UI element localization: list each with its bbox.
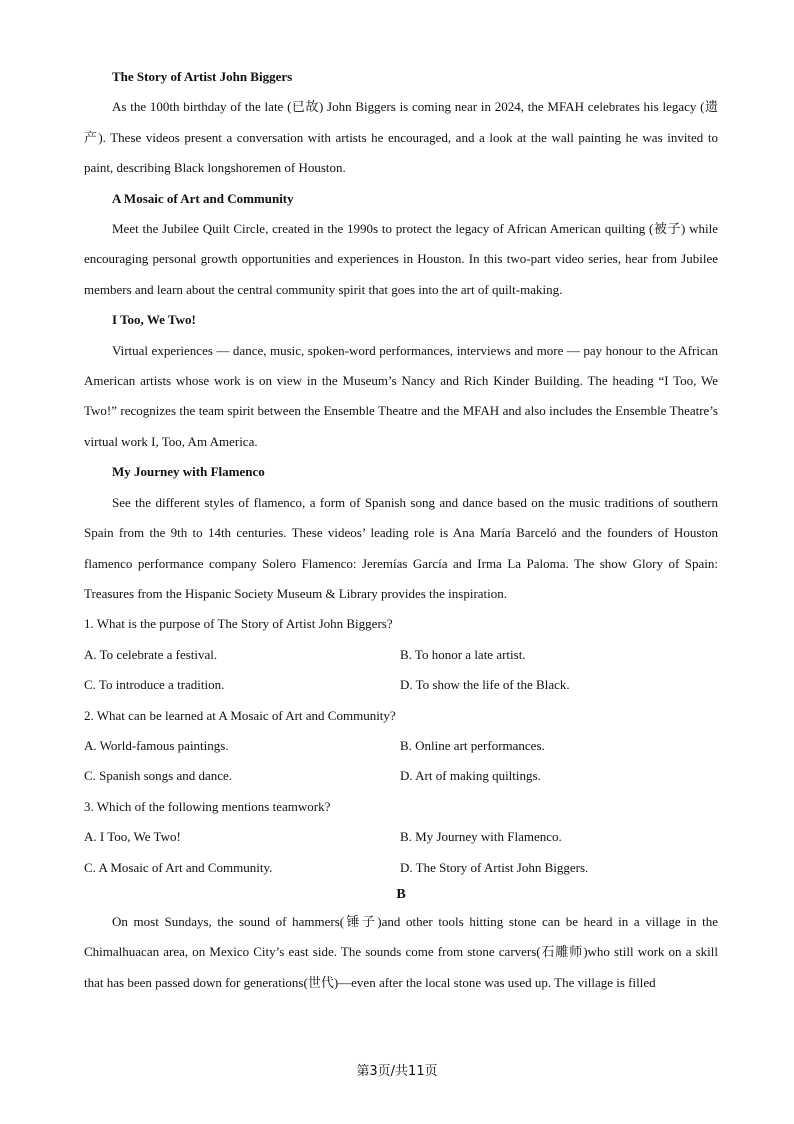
passage-b-body: On most Sundays, the sound of hammers(锤子)and other tools hitting stone can be heard in a village in the Chimalhuacan area, on Mexico City’s east side. The sounds come from stone carvers(石雕师)who still work on a skill that has been passed down for generations(世代)—even after the local stone was used up. The village is filled <box>84 913 718 990</box>
option-grid <box>84 640 718 701</box>
section-body-i-too: Virtual experiences — dance, music, spoken-word performances, interviews and more — pay honour to the African American artists whose work is on view in the Museum’s Nancy and Rich Kinder Building. The heading “I Too, We Two!” recognizes the team spirit between the Ensemble Theatre and the MFAH and also includes the Ensemble Theatre’s virtual work I, Too, Am America. <box>84 342 718 449</box>
section-body-mosaic: Meet the Jubilee Quilt Circle, created in the 1990s to protect the legacy of African American quilting (被子) while encouraging personal growth opportunities and experiences in Houston. In this two-part video series, hear from Jubilee members and learn about the central community spirit that goes into the art of quilt-making. <box>84 221 718 297</box>
option-grid <box>84 822 718 883</box>
option-d: D. To show the life of the Black. <box>400 677 570 693</box>
option-c: C. Spanish songs and dance. <box>84 768 233 784</box>
option-b: B. Online art performances. <box>400 737 545 753</box>
question-stem: 1. What is the purpose of The Story of Artist John Biggers? <box>84 616 393 632</box>
option-d: D. The Story of Artist John Biggers. <box>400 859 589 875</box>
question-2 <box>84 701 718 792</box>
option-grid <box>84 731 718 792</box>
option-a: A. World-famous paintings. <box>84 737 229 753</box>
option-d: D. Art of making quiltings. <box>400 768 541 784</box>
section-body-flamenco: See the different styles of flamenco, a form of Spanish song and dance based on the music traditions of southern Spain from the 9th to 14th centuries. These videos’ leading role is Ana María Barceló and the founders of Houston flamenco performance company Solero Flamenco: Jeremías García and Irma La Paloma. The show Glory of Spain: Treasures from the Hispanic Society Museum & Library provides the inspiration. <box>84 494 718 601</box>
section-body-biggers: As the 100th birthday of the late (已故) John Biggers is coming near in 2024, the MFAH celebrates his legacy (遗产). These videos present a conversation with artists he encouraged, and a look at the wall painting he was invited to paint, describing Black longshoremen of Houston. <box>84 99 718 176</box>
page-footer: 第3页/共11页 <box>356 1064 438 1079</box>
option-b: B. My Journey with Flamenco. <box>400 829 562 845</box>
option-a: A. I Too, We Two! <box>84 829 181 845</box>
option-c: C. A Mosaic of Art and Community. <box>84 859 273 875</box>
section-heading-biggers: The Story of Artist John Biggers <box>112 69 293 84</box>
document-page <box>84 62 718 998</box>
question-3 <box>84 792 718 883</box>
question-stem: 2. What can be learned at A Mosaic of Art and Community? <box>84 707 396 723</box>
question-stem: 3. Which of the following mentions teamwork? <box>84 798 331 814</box>
passage-b-letter: B <box>396 886 406 902</box>
section-heading-mosaic: A Mosaic of Art and Community <box>112 190 294 206</box>
option-b: B. To honor a late artist. <box>400 646 526 662</box>
section-heading-flamenco: My Journey with Flamenco <box>112 464 265 480</box>
question-1 <box>84 609 718 700</box>
option-a: A. To celebrate a festival. <box>84 646 218 662</box>
section-heading-i-too: I Too, We Two! <box>112 312 196 328</box>
option-c: C. To introduce a tradition. <box>84 677 225 693</box>
